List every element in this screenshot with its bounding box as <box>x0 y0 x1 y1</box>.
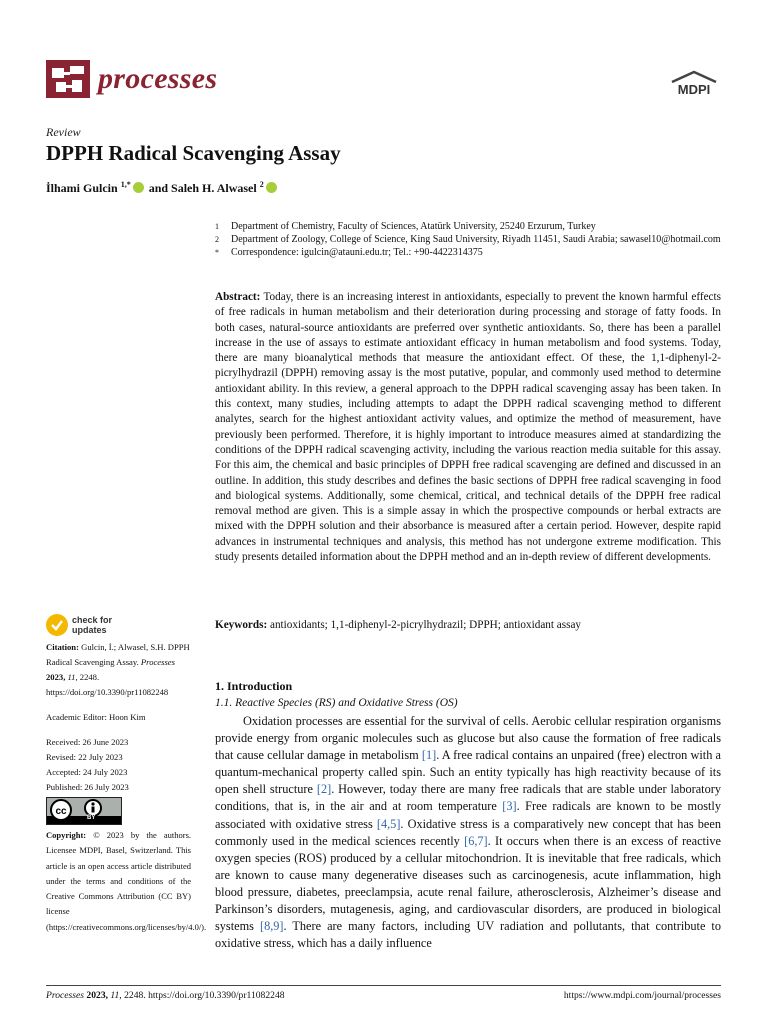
keywords <box>215 618 721 633</box>
affiliation-item <box>215 246 725 259</box>
footer-journal: Processes <box>46 990 85 1001</box>
cc-by-license-icon[interactable] <box>46 797 122 825</box>
affiliation-mark: 2 <box>215 235 219 244</box>
cc-by-label: BY <box>87 815 96 821</box>
check-for-updates-button[interactable] <box>46 614 166 638</box>
citation-link[interactable]: [1] <box>421 748 437 763</box>
citation-doi-link[interactable]: 2248. https://doi.org/10.3390/pr11082248 <box>46 672 169 697</box>
copyright-label: Copyright: <box>46 830 87 840</box>
citation-link[interactable]: [2] <box>316 782 332 797</box>
citation <box>46 640 191 700</box>
abstract <box>215 290 721 565</box>
affiliation-item <box>215 220 725 233</box>
body-paragraph <box>215 713 721 952</box>
footer-year: 2023, <box>86 990 109 1001</box>
citation-year: 2023, <box>46 672 66 682</box>
citation-volume: 11, <box>67 672 78 682</box>
article-info-sidebar <box>46 640 191 795</box>
author-1-name[interactable]: İlhami Gulcin <box>46 181 118 195</box>
affiliations <box>215 220 725 259</box>
citation-journal: Processes <box>140 657 175 667</box>
citation-link[interactable]: [6,7] <box>464 833 488 848</box>
published-date: Published: 26 July 2023 <box>46 782 129 792</box>
body-text-segment: . Oxidative stress is a comparatively new concept that has been commonly used in the medical sciences recently <box>215 816 721 848</box>
affiliation-item <box>215 233 725 246</box>
check-updates-line1: check for <box>72 615 113 625</box>
affiliation-text: Department of Zoology, College of Science, King Saud University, Riyadh 11451, Saudi Arabia; sawasel10@hotmail.com <box>231 234 721 245</box>
author-2-affiliation-mark: 2 <box>259 180 264 189</box>
copyright-notice <box>46 828 207 935</box>
correspondence-text: Correspondence: igulcin@atauni.edu.tr; Tel.: +90-4422314375 <box>231 247 483 258</box>
body-text-segment: . However, today there are many free radicals that are stable under laboratory conditions, that is, in the air and at room temperature <box>215 782 721 814</box>
copyright-text: © 2023 by the authors. Licensee MDPI, Basel, Switzerland. This article is an open access article distributed under the terms and conditions of the Creative Commons Attribution (CC BY) license (https://creativecommons.org/licenses/by/4.0/). <box>46 830 207 932</box>
footer-divider <box>46 985 721 986</box>
footer-doi-link[interactable]: 2248. https://doi.org/10.3390/pr11082248 <box>124 990 285 1001</box>
affiliation-text: Department of Chemistry, Faculty of Sciences, Atatürk University, 25240 Erzurum, Turkey <box>231 221 596 232</box>
body-text-segment: . There are many factors, including UV radiation and pollutants, that contribute to oxidative stress, which has a daily influence <box>215 919 721 951</box>
article-type: Review <box>46 125 81 139</box>
keywords-text: antioxidants; 1,1-diphenyl-2-picrylhydrazil; DPPH; antioxidant assay <box>270 619 582 631</box>
author-2-name[interactable]: and Saleh H. Alwasel <box>148 181 257 195</box>
abstract-text: Today, there is an increasing interest in antioxidants, especially to prevent the known harmful effects of free radicals in human metabolism and their deterioration during processing and storage of fatty foods. In both cases, natural-source antioxidants are preferred over synthetic antioxidants. So, there has been a parallel increase in the use of assays to estimate antioxidant efficacy in human metabolism and food systems. Today, there are many bioanalytical methods that measure the antioxidant effect. Of these, the 1,1-diphenyl-2-picrylhydrazil (DPPH) removing assay is the most putative, popular, and commonly used method to determine antioxidant ability. In this review, a general approach to the DPPH radical scavenging assay has been taken. In this context, many studies, including attempts to adapt the DPPH radical scavenging method to different analytes, search for the highest antioxidant activity values, and optimize the method of measurement, have previously been performed. Therefore, it is highly important to introduce measures aimed at standardizing the conditions of the DPPH radical scavenging activity, including the various reaction media suitable for this assay. For this aim, the chemical and basic principles of DPPH free radical scavenging are defined and discussed in an outline. In addition, this study describes and defines the basic sections of DPPH free radical scavenging in food and biological systems. Additionally, some chemical, critical, and technical details of the DPPH free radical removal method are given. This is a simple assay in which the prospective compounds or herbal extracts are mixed with the DPPH solution and their absorbance is measured after a certain period. However, despite rapid advances in instrumental techniques and analysis, this method has not undergone extreme modification. This study presents detailed information about the DPPH method and an in-depth review of different developments. <box>215 291 721 564</box>
mdpi-logo-icon[interactable] <box>668 70 720 98</box>
section-heading: 1. Introduction <box>215 679 293 693</box>
orcid-icon[interactable] <box>133 182 144 193</box>
subsection-heading: 1.1. Reactive Species (RS) and Oxidative Stress (OS) <box>215 697 458 709</box>
author-list <box>46 180 279 196</box>
journal-name[interactable]: processes <box>98 62 218 95</box>
footer-citation <box>46 990 285 1001</box>
footer-volume: 11, <box>110 990 122 1001</box>
citation-link[interactable]: [4,5] <box>376 816 401 831</box>
keywords-label: Keywords: <box>215 619 268 631</box>
citation-label: Citation: <box>46 642 79 652</box>
svg-text:MDPI: MDPI <box>677 82 711 97</box>
footer-journal-url[interactable]: https://www.mdpi.com/journal/processes <box>563 990 721 1001</box>
received-date: Received: 26 June 2023 <box>46 737 129 747</box>
article-title: DPPH Radical Scavenging Assay <box>46 141 341 165</box>
orcid-icon[interactable] <box>266 182 277 193</box>
citation-link[interactable]: [8,9] <box>259 919 284 934</box>
academic-editor: Academic Editor: Hoon Kim <box>46 712 146 722</box>
affiliation-mark: 1 <box>215 222 219 231</box>
revised-date: Revised: 22 July 2023 <box>46 752 123 762</box>
body-text-segment: . Free radicals are known to be mostly associated with oxidative stress <box>215 799 721 831</box>
check-updates-icon <box>46 614 68 636</box>
abstract-label: Abstract: <box>215 291 261 303</box>
citation-text: Gulcin, İ.; Alwasel, S.H. DPPH Radical Scavenging Assay. <box>46 642 190 667</box>
citation-link[interactable]: [3] <box>502 799 517 814</box>
body-text-segment: Oxidation processes are essential for the survival of cells. Aerobic cellular respiration organisms provide energy from organic molecules such as glucose but also cause the formation of free radicals that cause cellular damage in metabolism <box>215 714 721 763</box>
body-text-segment: . A free radical contains an unpaired (free) electron with a quantum-mechanical property called spin. Such an entity typically has high reactivity because of its open shell structure <box>215 748 721 797</box>
affiliation-mark: * <box>215 248 219 257</box>
body-text-segment: . It occurs when there is an excess of reactive oxygen species (ROS) produced by a cellular mitochondrion. It is inevitable that free radicals, which are known to cause many degenerative diseases such as carcinogenesis, acute inflammation, high blood pressure, diabetes, preeclampsia, acute renal failure, atherosclerosis, Alzheimer’s disease and Parkinson’s disorders, mutagenesis, aging, and cardiovascular disorders, are produced in biological systems <box>215 833 721 934</box>
check-updates-line2: updates <box>72 625 107 635</box>
author-1-affiliation-mark: 1,* <box>120 180 131 189</box>
svg-text:cc: cc <box>55 806 67 817</box>
accepted-date: Accepted: 24 July 2023 <box>46 767 128 777</box>
journal-logo-icon <box>46 60 90 98</box>
